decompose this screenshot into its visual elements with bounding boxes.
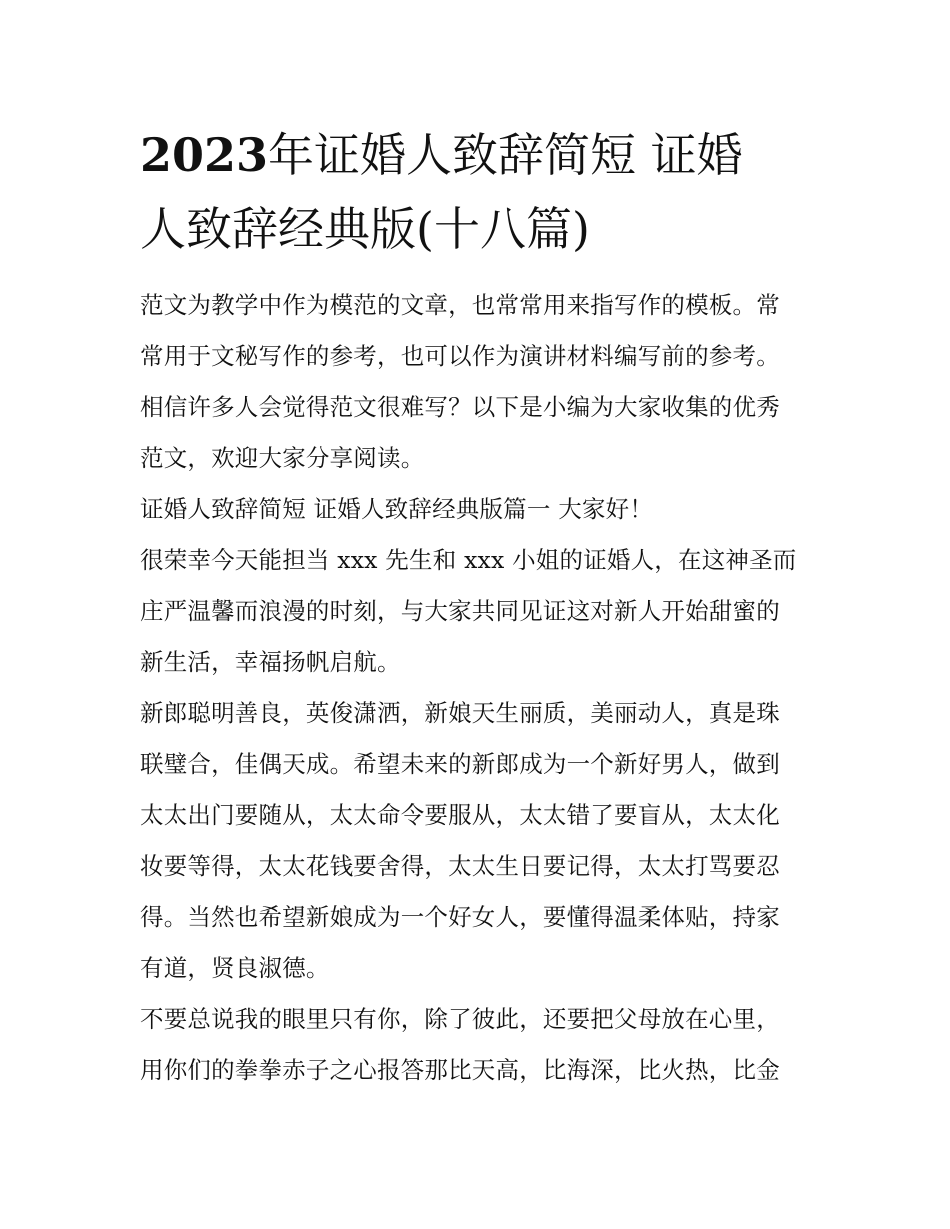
body-line: 太太出门要随从，太太命令要服从，太太错了要盲从，太太化 (140, 801, 780, 829)
document-title (140, 118, 812, 266)
body-line: 范文，欢迎大家分享阅读。 (140, 444, 425, 472)
body-line: 不要总说我的眼里只有你，除了彼此，还要把父母放在心里， (140, 1005, 780, 1033)
title-line-1 (140, 118, 812, 192)
body-line: 很荣幸今天能担当 xxx 先生和 xxx 小姐的证婚人，在这神圣而 (140, 546, 797, 574)
body-line: 有道，贤良淑德。 (140, 954, 330, 982)
body-line: 相信许多人会觉得范文很难写？以下是小编为大家收集的优秀 (140, 393, 780, 421)
title-year: 2023 (140, 128, 269, 182)
body-line: 用你们的拳拳赤子之心报答那比天高，比海深，比火热，比金 (140, 1056, 780, 1084)
body-line: 联璧合，佳偶天成。希望未来的新郎成为一个新好男人，做到 (140, 750, 780, 778)
body-line: 新生活，幸福扬帆启航。 (140, 648, 401, 676)
body-line: 妆要等得，太太花钱要舍得，太太生日要记得，太太打骂要忍 (140, 852, 780, 880)
body-line: 范文为教学中作为模范的文章，也常常用来指写作的模板。常 (140, 291, 780, 319)
body-line: 常用于文秘写作的参考，也可以作为演讲材料编写前的参考。 (140, 342, 780, 370)
body-line: 得。当然也希望新娘成为一个好女人，要懂得温柔体贴，持家 (140, 903, 780, 931)
document-body (140, 280, 812, 1096)
title-line-1-text: 年证婚人致辞简短 证婚 (268, 128, 743, 182)
title-line-2: 人致辞经典版(十八篇) (140, 202, 590, 256)
body-line: 证婚人致辞简短 证婚人致辞经典版篇一 大家好！ (140, 495, 654, 523)
body-line: 新郎聪明善良，英俊潇洒，新娘天生丽质，美丽动人，真是珠 (140, 699, 780, 727)
body-line: 庄严温馨而浪漫的时刻，与大家共同见证这对新人开始甜蜜的 (140, 597, 780, 625)
document-page (140, 118, 812, 1096)
